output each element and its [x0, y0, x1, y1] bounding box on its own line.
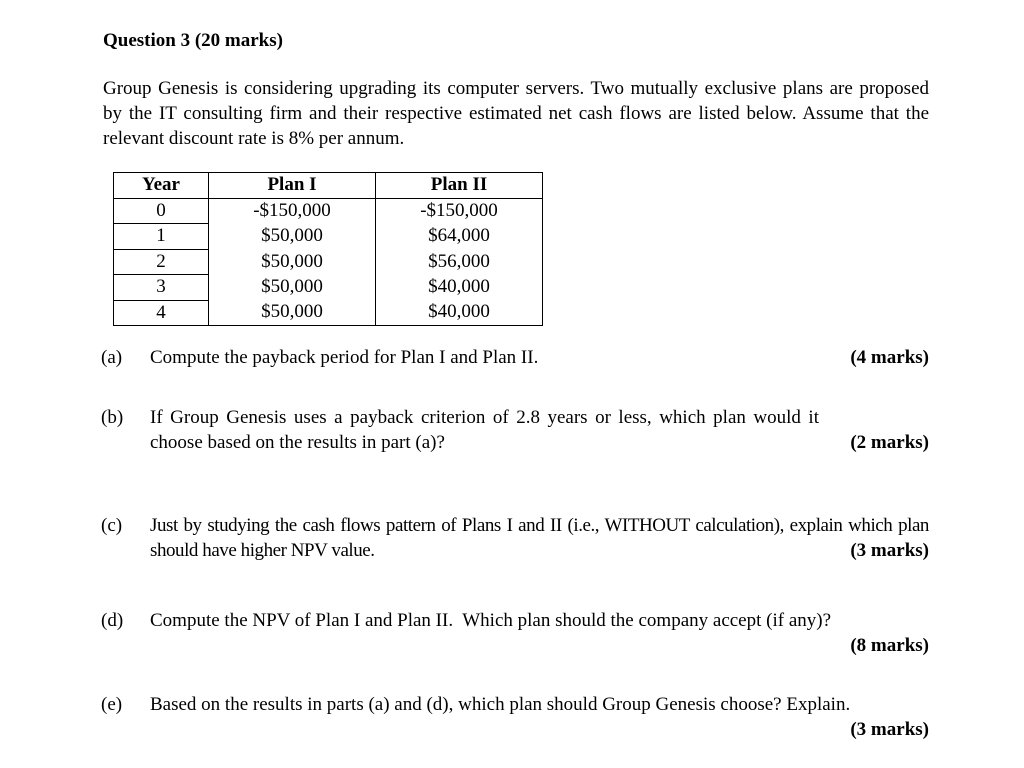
plan-2-cell: $64,000 [376, 224, 543, 250]
question-text: If Group Genesis uses a payback criterion of 2.8 years or less, which plan would it choose based on the results in part (a)? [150, 407, 819, 453]
table-row [114, 224, 543, 250]
question-marks: (3 marks) [850, 540, 929, 561]
year-cell: 3 [114, 275, 209, 301]
table-row [114, 275, 543, 301]
year-cell: 2 [114, 249, 209, 275]
plan-1-cell: $50,000 [209, 249, 376, 275]
table-header-row [114, 173, 543, 199]
table-row [114, 249, 543, 275]
question-marks: (4 marks) [850, 347, 929, 368]
question-text: Based on the results in parts (a) and (d), which plan should Group Genesis choose? Explain. [150, 694, 851, 715]
table-row [114, 300, 543, 326]
question-text: Compute the payback period for Plan I and Plan II. [150, 347, 539, 368]
plan-2-cell: $40,000 [376, 275, 543, 301]
question-marks: (3 marks) [850, 719, 929, 740]
intro-paragraph: Group Genesis is considering upgrading its computer servers. Two mutually exclusive plans are proposed by the IT consulting firm and their respective estimated net cash flows are listed below. Assume that the relevant discount rate is 8% per annum. [103, 78, 929, 149]
header-plan-1: Plan I [209, 173, 376, 199]
year-cell: 4 [114, 300, 209, 326]
question-label: (b) [101, 407, 124, 428]
plan-2-cell: $56,000 [376, 249, 543, 275]
plan-1-cell: $50,000 [209, 224, 376, 250]
cash-flow-table [113, 172, 543, 326]
question-label: (e) [101, 694, 123, 715]
header-plan-2: Plan II [376, 173, 543, 199]
question-label: (d) [101, 610, 124, 631]
plan-1-cell: -$150,000 [209, 198, 376, 224]
question-label: (c) [101, 515, 123, 536]
table-row [114, 198, 543, 224]
question-text: Compute the NPV of Plan I and Plan II. Which plan should the company accept (if any)? [150, 610, 832, 631]
question-label: (a) [101, 347, 123, 368]
plan-1-cell: $50,000 [209, 300, 376, 326]
header-year: Year [114, 173, 209, 199]
plan-2-cell: $40,000 [376, 300, 543, 326]
plan-1-cell: $50,000 [209, 275, 376, 301]
year-cell: 1 [114, 224, 209, 250]
question-heading: Question 3 (20 marks) [103, 30, 283, 51]
year-cell: 0 [114, 198, 209, 224]
question-text: Just by studying the cash flows pattern of Plans I and II (i.e., WITHOUT calculation), explain which plan should have higher NPV value. [150, 515, 929, 561]
plan-2-cell: -$150,000 [376, 198, 543, 224]
question-marks: (2 marks) [850, 432, 929, 453]
question-marks: (8 marks) [850, 635, 929, 656]
